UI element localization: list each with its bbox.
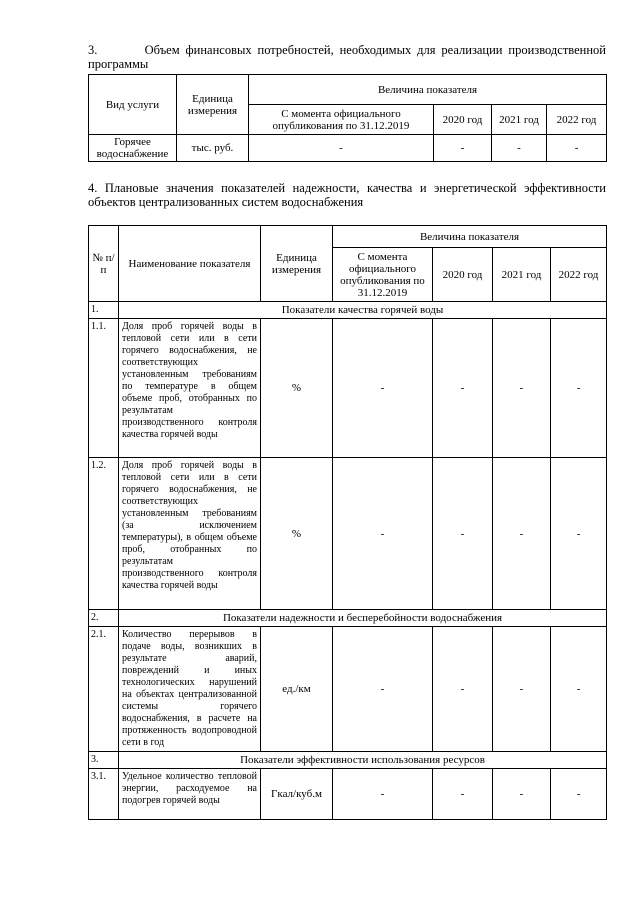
header-unit: Единица измерения — [177, 75, 249, 135]
cell-from: - — [249, 135, 434, 162]
row-2020: - — [433, 627, 493, 752]
indicators-table — [88, 225, 607, 820]
section-3-heading: 3. Объем финансовых потребностей, необходимых для реализации производственной программы — [88, 43, 606, 71]
header-2021: 2021 год — [492, 105, 547, 135]
header-2022: 2022 год — [551, 248, 607, 302]
row-2020: - — [433, 458, 493, 610]
header-service-type: Вид услуги — [89, 75, 177, 135]
row-indicator-name: Доля проб горячей воды в тепловой сети или в сети горячего водоснабжения, не соответствующих установленным требованиям по температуре в общем объеме проб, отобранных по результатам производственного контроля качества горячей воды — [119, 319, 261, 458]
header-value: Величина показателя — [249, 75, 607, 105]
header-from-publication: С момента официального опубликования по 31.12.2019 — [333, 248, 433, 302]
group-title: Показатели надежности и бесперебойности водоснабжения — [119, 610, 607, 627]
row-unit: % — [261, 458, 333, 610]
header-2020: 2020 год — [433, 248, 493, 302]
header-2021: 2021 год — [493, 248, 551, 302]
row-number: 1.1. — [89, 319, 119, 458]
table-row — [89, 319, 607, 458]
row-from: - — [333, 458, 433, 610]
header-2020: 2020 год — [434, 105, 492, 135]
cell-2021: - — [492, 135, 547, 162]
cell-service: Горячее водоснабжение — [89, 135, 177, 162]
row-2021: - — [493, 458, 551, 610]
header-indicator-name: Наименование показателя — [119, 226, 261, 302]
group-row — [89, 610, 607, 627]
row-indicator-name: Доля проб горячей воды в тепловой сети или в сети горячего водоснабжения, не соответствующих установленным требованиям (за исключением температуры), в общем объеме проб, отобранных по результатам производственного контроля качества горячей воды — [119, 458, 261, 610]
row-indicator-name: Удельное количество тепловой энергии, расходуемое на подогрев горячей воды — [119, 769, 261, 820]
group-number: 2. — [89, 610, 119, 627]
row-2022: - — [551, 627, 607, 752]
table-row — [89, 627, 607, 752]
row-unit: Гкал/куб.м — [261, 769, 333, 820]
cell-unit: тыс. руб. — [177, 135, 249, 162]
group-title: Показатели эффективности использования ресурсов — [119, 752, 607, 769]
row-from: - — [333, 769, 433, 820]
cell-2022: - — [547, 135, 607, 162]
row-2022: - — [551, 458, 607, 610]
row-2021: - — [493, 319, 551, 458]
header-2022: 2022 год — [547, 105, 607, 135]
row-number: 1.2. — [89, 458, 119, 610]
financial-needs-table — [88, 74, 607, 162]
row-number: 3.1. — [89, 769, 119, 820]
row-2022: - — [551, 319, 607, 458]
group-title: Показатели качества горячей воды — [119, 302, 607, 319]
row-indicator-name: Количество перерывов в подаче воды, возникших в результате аварий, повреждений и иных технологических нарушений на объектах централизованной системы горячего водоснабжения, в расчете на протяженность водопроводной сети в год — [119, 627, 261, 752]
row-2022: - — [551, 769, 607, 820]
row-2020: - — [433, 319, 493, 458]
table-row — [89, 135, 607, 162]
header-value: Величина показателя — [333, 226, 607, 248]
row-from: - — [333, 319, 433, 458]
group-number: 1. — [89, 302, 119, 319]
row-unit: % — [261, 319, 333, 458]
row-from: - — [333, 627, 433, 752]
group-number: 3. — [89, 752, 119, 769]
group-row — [89, 752, 607, 769]
table-row — [89, 769, 607, 820]
row-2021: - — [493, 627, 551, 752]
row-2020: - — [433, 769, 493, 820]
group-row — [89, 302, 607, 319]
header-number: № п/п — [89, 226, 119, 302]
cell-2020: - — [434, 135, 492, 162]
header-from-publication: С момента официального опубликования по 31.12.2019 — [249, 105, 434, 135]
section-4-heading: 4. Плановые значения показателей надежности, качества и энергетической эффективности объектов централизованных систем водоснабжения — [88, 181, 606, 209]
row-2021: - — [493, 769, 551, 820]
header-unit: Единица измерения — [261, 226, 333, 302]
row-number: 2.1. — [89, 627, 119, 752]
row-unit: ед./км — [261, 627, 333, 752]
table-row — [89, 458, 607, 610]
